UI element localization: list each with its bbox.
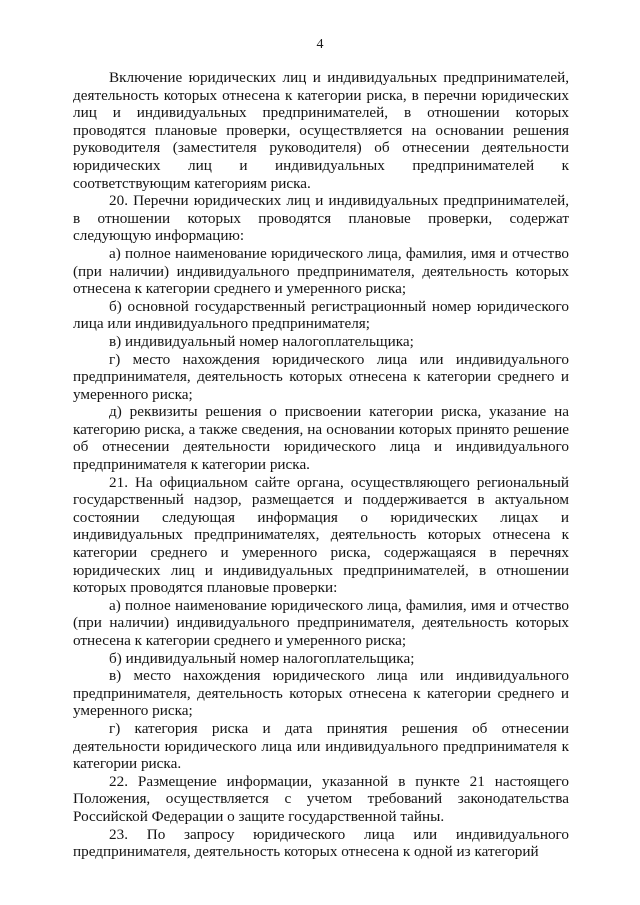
paragraph-item-23: 23. По запросу юридического лица или индивидуального предпринимателя, деятельность которых отнесена к одной из категорий	[73, 825, 569, 861]
paragraph-item-20-b: б) основной государственный регистрационный номер юридического лица или индивидуального предпринимателя;	[73, 297, 569, 333]
paragraph-item-20-d: д) реквизиты решения о присвоении категории риска, указание на категорию риска, а также сведения, на основании которых принято решение об отнесении деятельности юридического лица и индивидуального предпринимателя к категории риска.	[73, 403, 569, 474]
paragraph-item-20-v: в) индивидуальный номер налогоплательщика;	[109, 332, 414, 350]
page-number: 4	[316, 37, 324, 52]
paragraph-item-20: 20. Перечни юридических лиц и индивидуальных предпринимателей, в отношении которых проводятся плановые проверки, содержат следующую информацию:	[73, 192, 569, 245]
paragraph-item-21: 21. На официальном сайте органа, осуществляющего региональный государственный надзор, размещается и поддерживается в актуальном состоянии следующая информация о юридических лицах и индивидуальных предпринимателях, деятельность которых отнесена к категории среднего и умеренного риска, содержащаяся в перечнях юридических лиц и индивидуальных предпринимателей, в отношении которых проводятся плановые проверки:	[73, 473, 569, 597]
paragraph-item-20-a: а) полное наименование юридического лица, фамилия, имя и отчество (при наличии) индивидуального предпринимателя, деятельность которых отнесена к категории среднего и умеренного риска;	[73, 244, 569, 298]
paragraph-risk-inclusion: Включение юридических лиц и индивидуальных предпринимателей, деятельность которых отнесена к категории риска, в перечни юридических лиц и индивидуальных предпринимателей, в отношении которых проводятся плановые проверки, осуществляется на основании решения руководителя (заместителя руководителя) об отнесении деятельности юридических лиц и индивидуальных предпринимателей к соответствующим категориям риска.	[73, 69, 569, 192]
paragraph-item-21-a: а) полное наименование юридического лица, фамилия, имя и отчество (при наличии) индивидуального предпринимателя, деятельность которых отнесена к категории среднего и умеренного риска;	[73, 596, 569, 649]
paragraph-item-21-g: г) категория риска и дата принятия решения об отнесении деятельности юридического лица или индивидуального предпринимателя к категории риска.	[73, 719, 569, 773]
paragraph-item-20-g: г) место нахождения юридического лица или индивидуального предпринимателя, деятельность которых отнесена к категории среднего и умеренного риска;	[73, 350, 569, 403]
paragraph-item-21-v: в) место нахождения юридического лица или индивидуального предпринимателя, деятельность которых отнесена к категории среднего и умеренного риска;	[73, 667, 569, 720]
document-body	[73, 69, 569, 861]
paragraph-item-21-b: б) индивидуальный номер налогоплательщика;	[109, 649, 415, 667]
paragraph-item-22: 22. Размещение информации, указанной в пункте 21 настоящего Положения, осуществляется с учетом требований законодательства Российской Федерации о защите государственной тайны.	[73, 772, 569, 825]
